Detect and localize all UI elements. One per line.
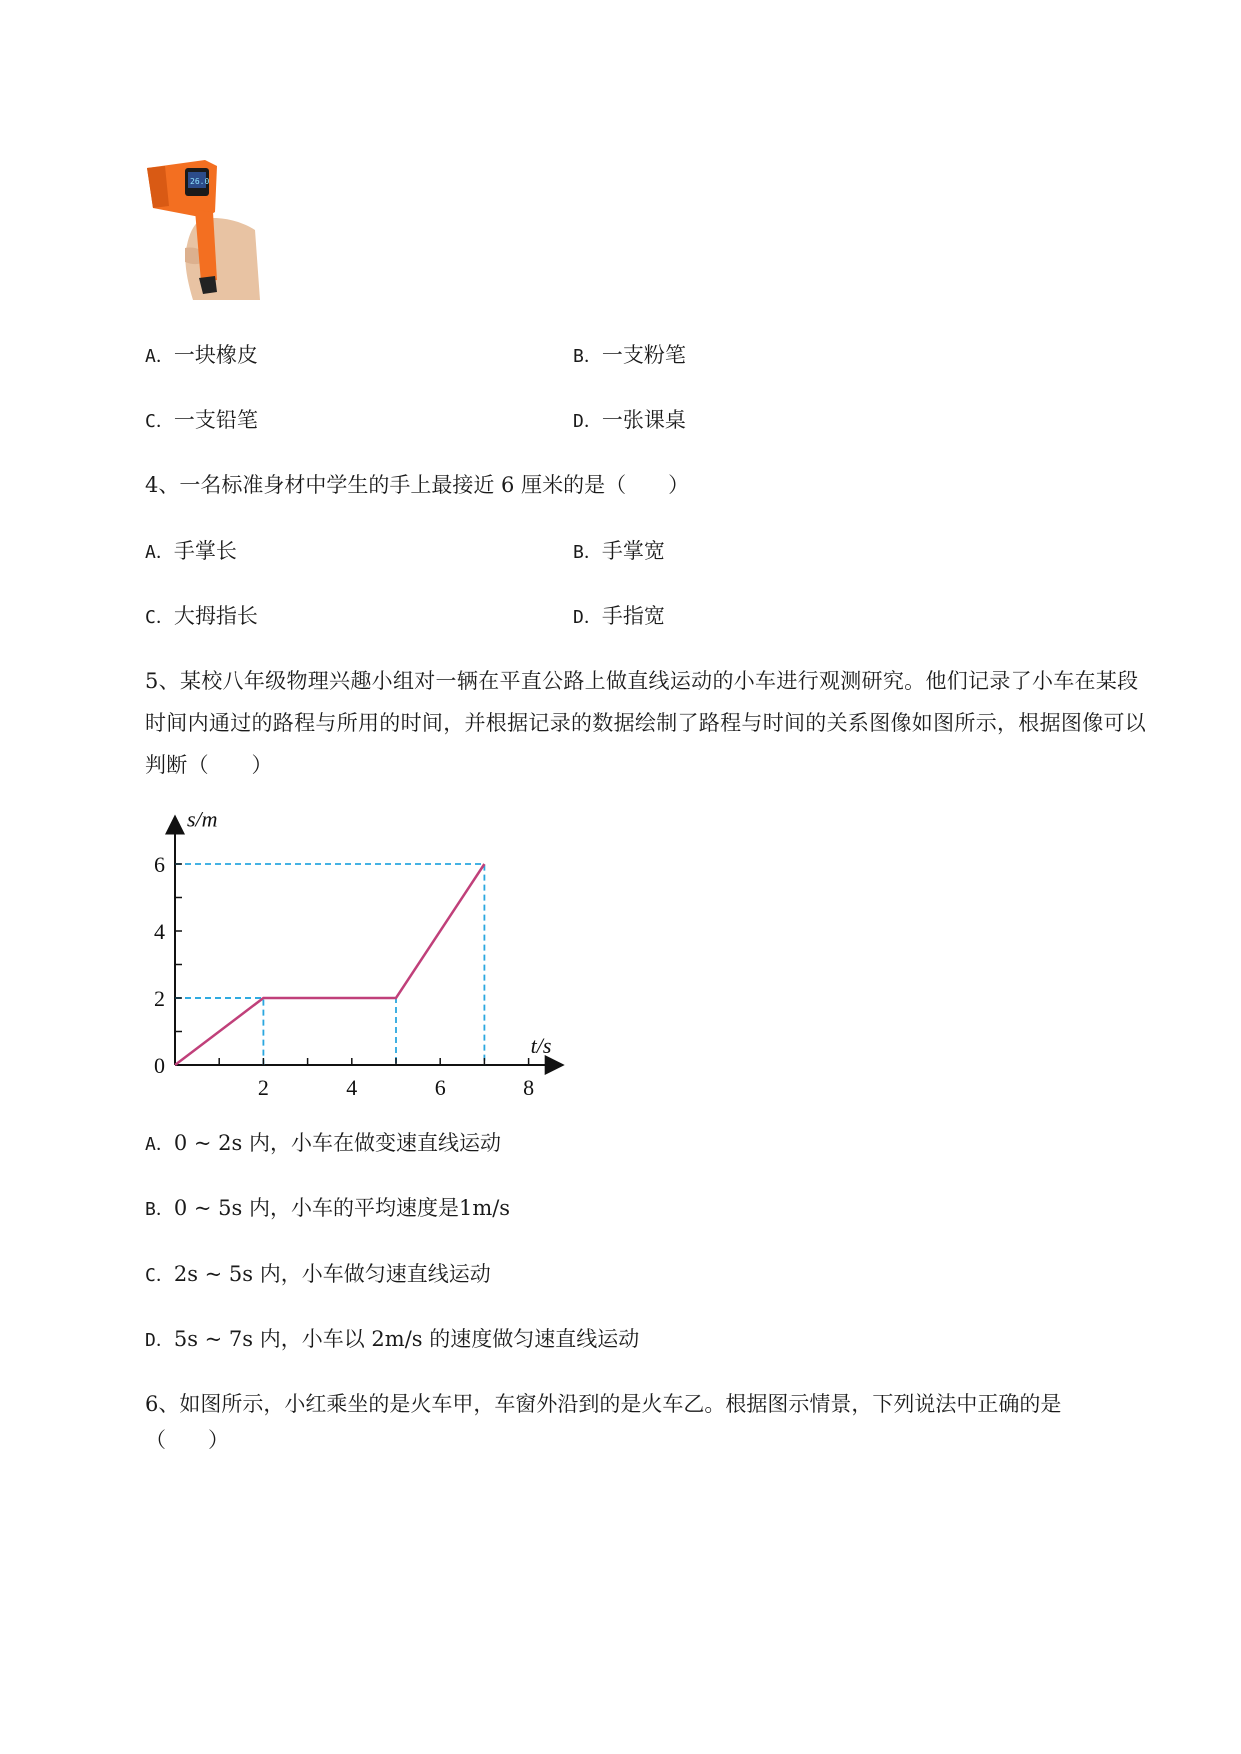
option-text: 手指宽	[601, 604, 665, 628]
q3-option-d	[573, 405, 686, 437]
option-text: 5s ~ 7s 内，小车以 2m/s 的速度做匀速直线运动	[173, 1327, 640, 1351]
x-tick-label: 2	[257, 1075, 269, 1100]
s-t-graph	[140, 800, 620, 1120]
q4-stem: 4、一名标准身材中学生的手上最接近 6 厘米的是（ ）	[145, 473, 690, 497]
q5-option-d	[145, 1324, 639, 1356]
option-text: 一支铅笔	[173, 408, 258, 432]
option-letter: A．	[145, 346, 174, 367]
option-letter: D．	[573, 411, 602, 432]
x-tick-label: 4	[346, 1075, 358, 1100]
q3-option-a	[145, 340, 258, 372]
option-letter: C．	[145, 1265, 174, 1286]
q5-option-b	[145, 1193, 510, 1225]
option-text: 0 ~ 2s 内，小车在做变速直线运动	[173, 1131, 501, 1155]
q4-option-b	[573, 536, 665, 568]
infrared-thermometer-image	[145, 160, 260, 300]
option-text: 一张课桌	[601, 408, 686, 432]
q3-option-b	[573, 340, 686, 372]
option-letter: B．	[145, 1199, 174, 1220]
option-letter: C．	[145, 411, 174, 432]
y-tick-label: 2	[154, 986, 165, 1011]
option-letter: A．	[145, 542, 174, 563]
option-letter: D．	[573, 607, 602, 628]
x-tick-label: 8	[523, 1075, 535, 1100]
option-text: 一块橡皮	[173, 343, 258, 367]
guide-line	[175, 864, 484, 1065]
option-text: 2s ~ 5s 内，小车做匀速直线运动	[173, 1262, 491, 1286]
option-text: 手掌长	[173, 539, 237, 563]
q6-stem-line2: （ ）	[145, 1428, 229, 1452]
data-line	[175, 864, 484, 1065]
y-axis-label: s/m	[187, 806, 218, 832]
option-letter: A．	[145, 1134, 174, 1155]
y-tick-label: 6	[154, 852, 165, 877]
q5-option-a	[145, 1128, 501, 1160]
q5-option-c	[145, 1259, 491, 1291]
q3-option-c	[145, 405, 258, 437]
q5-stem: 5、某校八年级物理兴趣小组对一辆在平直公路上做直线运动的小车进行观测研究。他们记录了小车在某段时间内通过的路程与所用的时间，并根据记录的数据绘制了路程与时间的关系图像如图所示，根据图像可以判断（ ）	[145, 669, 1147, 777]
q4-option-d	[573, 601, 665, 633]
option-letter: C．	[145, 607, 174, 628]
q6-stem-line1: 6、如图所示，小红乘坐的是火车甲，车窗外沿到的是火车乙。根据图示情景，下列说法中正确的是	[145, 1392, 1062, 1416]
option-text: 手掌宽	[601, 539, 665, 563]
origin-label: 0	[154, 1053, 165, 1078]
option-letter: B．	[573, 542, 602, 563]
option-text: 大拇指长	[173, 604, 258, 628]
option-letter: B．	[573, 346, 602, 367]
x-tick-label: 6	[434, 1075, 446, 1100]
option-text: 一支粉笔	[601, 343, 686, 367]
y-tick-label: 4	[154, 919, 165, 944]
option-letter: D．	[145, 1330, 174, 1351]
guide-line	[175, 998, 396, 1065]
q4-option-a	[145, 536, 237, 568]
option-text: 0 ~ 5s 内，小车的平均速度是1m/s	[173, 1196, 511, 1220]
q4-option-c	[145, 601, 258, 633]
svg-text:26.0: 26.0	[190, 177, 210, 186]
x-axis-label: t/s	[530, 1033, 552, 1058]
